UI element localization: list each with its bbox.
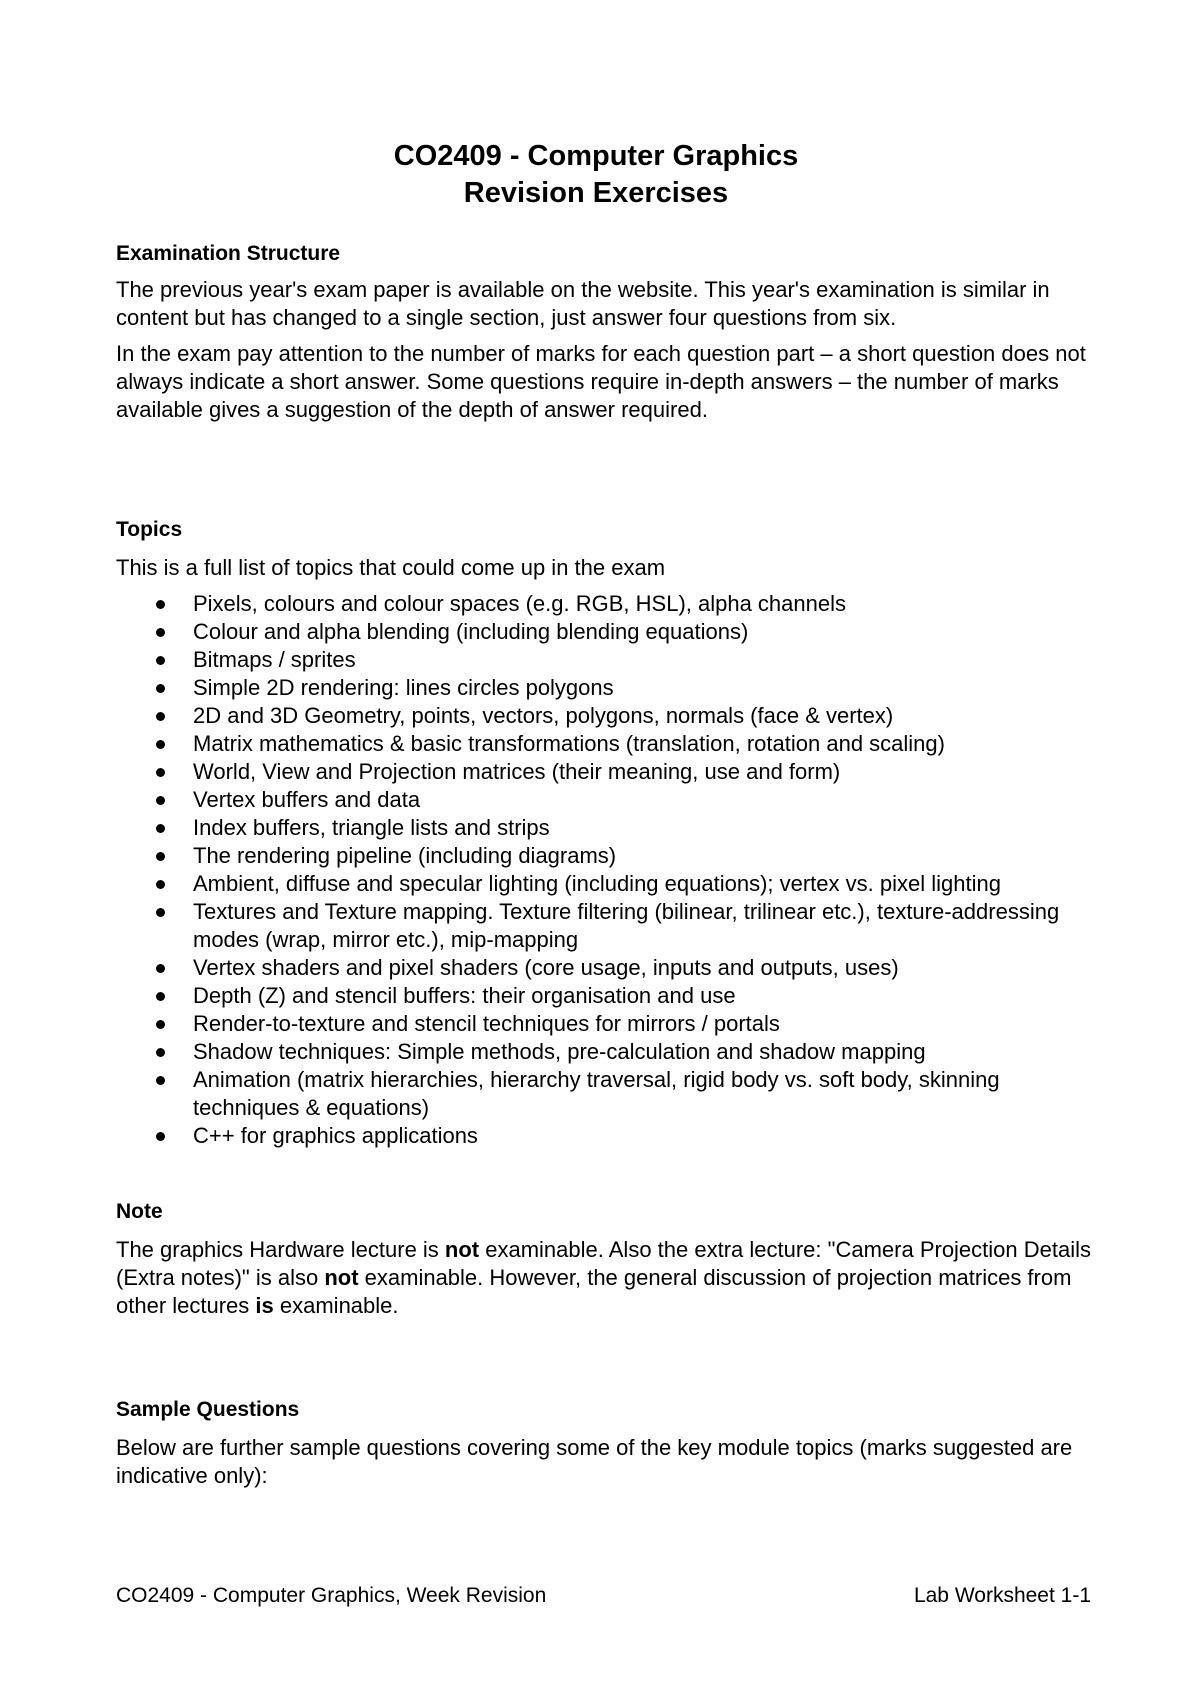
topic-item: [116, 590, 1096, 618]
note-text-4: examinable.: [273, 1293, 399, 1318]
topics-heading: Topics: [116, 518, 183, 541]
note-paragraph: [116, 1236, 1096, 1320]
topic-text: Index buffers, triangle lists and strips: [193, 815, 550, 840]
topic-text: Shadow techniques: Simple methods, pre-calculation and shadow mapping: [193, 1039, 926, 1064]
topic-item: [116, 954, 1096, 982]
topic-text: Pixels, colours and colour spaces (e.g. RGB, HSL), alpha channels: [193, 591, 846, 616]
bullet-icon: [156, 964, 165, 973]
note-text-2: examinable. Also the extra lecture: "Camera Projection Details (Extra notes)" is also: [116, 1237, 1091, 1290]
topic-text: Ambient, diffuse and specular lighting (including equations); vertex vs. pixel lighting: [193, 871, 1001, 896]
topic-text: 2D and 3D Geometry, points, vectors, polygons, normals (face & vertex): [193, 703, 894, 728]
bullet-icon: [156, 824, 165, 833]
note-emphasis-3: is: [255, 1293, 274, 1318]
note-text-3: examinable. However, the general discussion of projection matrices from other lectures: [116, 1265, 1072, 1318]
topic-item: [116, 786, 1096, 814]
topic-text: Simple 2D rendering: lines circles polygons: [193, 675, 614, 700]
exam-structure-para-1: The previous year's exam paper is available on the website. This year's examination is similar in content but has changed to a single section, just answer four questions from six.: [116, 277, 1050, 330]
note-heading: Note: [116, 1200, 163, 1223]
title-line-2: Revision Exercises: [463, 177, 729, 209]
topic-text: The rendering pipeline (including diagrams): [193, 843, 617, 868]
page-footer: [116, 1582, 1091, 1610]
exam-structure-heading: Examination Structure: [116, 242, 341, 265]
footer-left: CO2409 - Computer Graphics, Week Revision: [116, 1584, 547, 1607]
bullet-icon: [156, 600, 165, 609]
topic-text: Matrix mathematics & basic transformations (translation, rotation and scaling): [193, 731, 945, 756]
topic-item: [116, 1038, 1096, 1066]
topic-text: Animation (matrix hierarchies, hierarchy traversal, rigid body vs. soft body, skinning techniques & equations): [193, 1067, 1000, 1120]
topic-text: World, View and Projection matrices (their meaning, use and form): [193, 759, 841, 784]
bullet-icon: [156, 1048, 165, 1057]
topic-item: [116, 1010, 1096, 1038]
note-emphasis-2: not: [324, 1265, 359, 1290]
bullet-icon: [156, 656, 165, 665]
bullet-icon: [156, 880, 165, 889]
topic-item: [116, 870, 1096, 898]
topic-text: Textures and Texture mapping. Texture filtering (bilinear, trilinear etc.), texture-addressing modes (wrap, mirror etc.), mip-mapping: [193, 899, 1060, 952]
note-emphasis-1: not: [444, 1237, 480, 1262]
note-text-1: The graphics Hardware lecture is: [116, 1237, 445, 1262]
topic-item: [116, 758, 1096, 786]
topic-item: [116, 982, 1096, 1010]
topic-text: Depth (Z) and stencil buffers: their organisation and use: [193, 983, 736, 1008]
topic-text: Vertex shaders and pixel shaders (core usage, inputs and outputs, uses): [193, 955, 899, 980]
topic-text: Colour and alpha blending (including blending equations): [193, 619, 749, 644]
topic-text: Vertex buffers and data: [193, 787, 421, 812]
bullet-icon: [156, 1076, 165, 1085]
exam-structure-para-2: In the exam pay attention to the number of marks for each question part – a short question does not always indicate a short answer. Some questions require in-depth answers – the number of marks available gives a suggestion of the depth of answer required.: [116, 341, 1086, 422]
bullet-icon: [156, 740, 165, 749]
bullet-icon: [156, 1132, 165, 1141]
topic-item: [116, 1122, 1096, 1150]
sample-questions-heading: Sample Questions: [116, 1398, 300, 1421]
bullet-icon: [156, 908, 165, 917]
topics-intro: This is a full list of topics that could come up in the exam: [116, 555, 666, 580]
topic-text: Render-to-texture and stencil techniques for mirrors / portals: [193, 1011, 780, 1036]
topic-item: [116, 898, 1096, 954]
document-title: [96, 138, 1096, 212]
bullet-icon: [156, 684, 165, 693]
topics-list: [116, 590, 1096, 1150]
bullet-icon: [156, 796, 165, 805]
topic-item: [116, 702, 1096, 730]
bullet-icon: [156, 628, 165, 637]
bullet-icon: [156, 852, 165, 861]
topic-text: C++ for graphics applications: [193, 1123, 478, 1148]
bullet-icon: [156, 712, 165, 721]
topic-item: [116, 814, 1096, 842]
topic-item: [116, 646, 1096, 674]
bullet-icon: [156, 1020, 165, 1029]
topic-item: [116, 618, 1096, 646]
topic-text: Bitmaps / sprites: [193, 647, 356, 672]
footer-right: Lab Worksheet 1-1: [913, 1584, 1091, 1607]
page-content: [116, 138, 1096, 1490]
topic-item: [116, 730, 1096, 758]
topic-item: [116, 674, 1096, 702]
bullet-icon: [156, 992, 165, 1001]
title-line-1: CO2409 - Computer Graphics: [393, 140, 799, 172]
topic-item: [116, 1066, 1096, 1122]
sample-questions-intro: Below are further sample questions covering some of the key module topics (marks suggested are indicative only):: [116, 1435, 1073, 1488]
topic-item: [116, 842, 1096, 870]
bullet-icon: [156, 768, 165, 777]
